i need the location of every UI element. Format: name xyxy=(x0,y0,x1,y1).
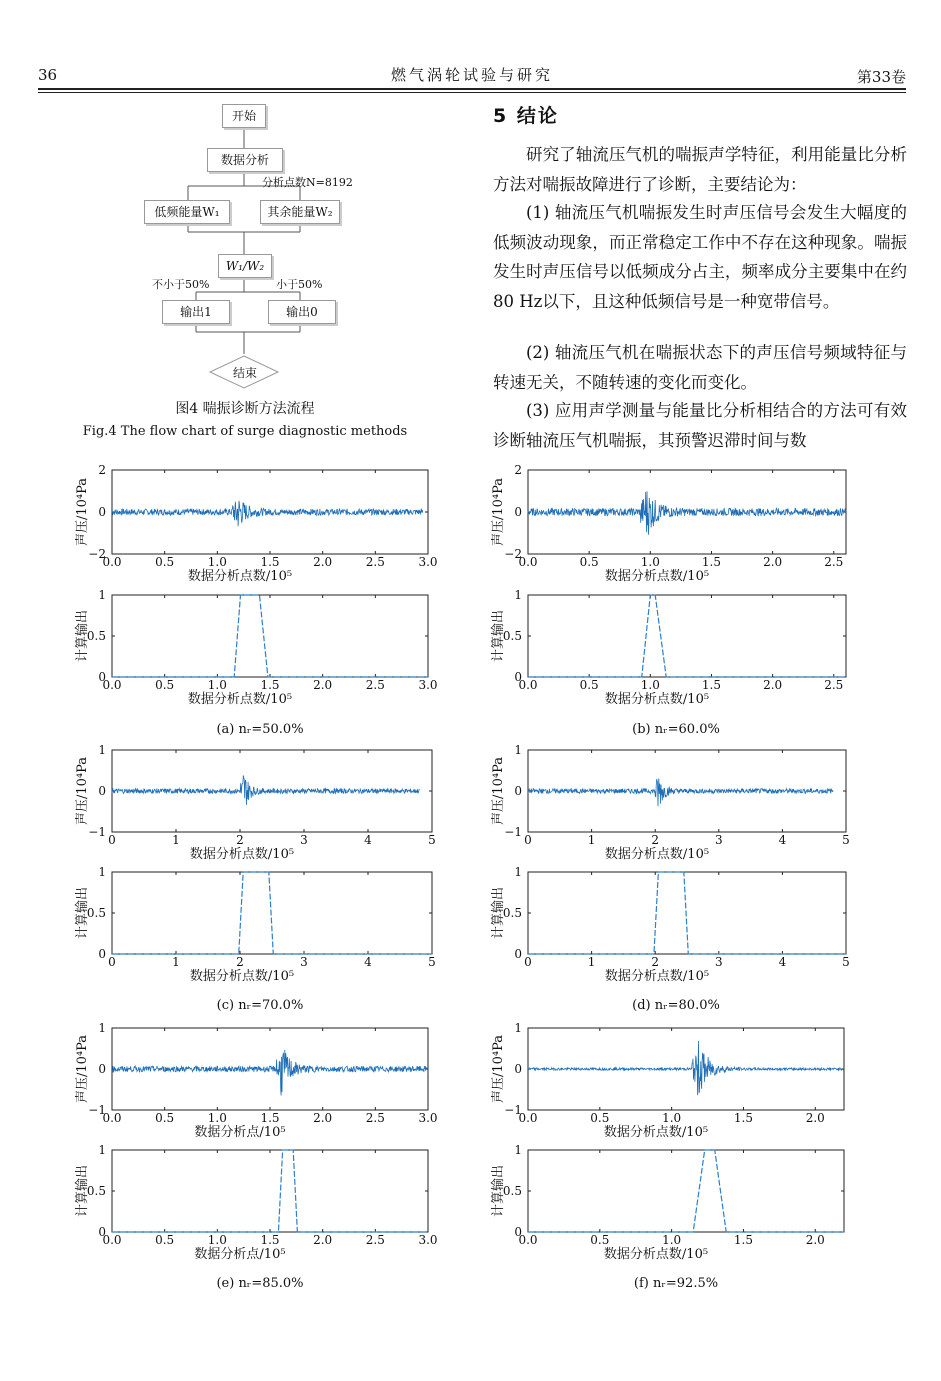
paragraph-2: (2) 轴流压气机在喘振状态下的声压信号频域特征与转速无关，不随转速的变化而变化。 xyxy=(493,343,907,392)
x-tick-label: 2 xyxy=(651,833,660,847)
y-tick-label: 0.5 xyxy=(86,906,106,920)
y-tick-label: 0 xyxy=(514,1225,522,1239)
subcaption-b: (b) nᵣ=60.0% xyxy=(632,722,720,737)
x-axis-label: 数据分析点数/10⁵ xyxy=(187,569,293,584)
y-axis-label: 计算输出 xyxy=(491,1164,506,1218)
x-tick-label: 1.5 xyxy=(260,1233,280,1247)
paragraph-3: (3) 应用声学测量与能量比分析相结合的方法可有效诊断轴流压气机喘振，其预警迟滞时间与数 xyxy=(493,401,907,450)
x-axis-label: 数据分析点数/10⁵ xyxy=(604,569,710,584)
x-tick-label: 1 xyxy=(587,955,596,969)
chart-f-bottom xyxy=(528,1150,844,1232)
x-tick-label: 2.5 xyxy=(365,678,385,692)
x-axis-label: 数据分析点数/10⁵ xyxy=(189,847,295,862)
pressure-signal xyxy=(528,1041,844,1095)
x-axis-label: 数据分析点数/10⁵ xyxy=(189,969,295,984)
plot-frame xyxy=(112,595,428,677)
chart-c-bottom xyxy=(112,872,432,954)
x-tick-label: 0.5 xyxy=(590,1233,610,1247)
y-tick-label: 1 xyxy=(514,1143,522,1157)
subcaption-c: (c) nᵣ=70.0% xyxy=(216,998,304,1013)
output-series xyxy=(112,872,432,954)
chart-b-bottom xyxy=(528,595,846,677)
x-tick-label: 3.0 xyxy=(418,555,438,569)
x-tick-label: 0.5 xyxy=(590,1111,610,1125)
flow-output-0: 输出0 xyxy=(268,300,336,324)
pressure-signal xyxy=(112,501,423,526)
y-axis-label: 计算输出 xyxy=(491,886,506,940)
flow-points-label: 分析点数N=8192 xyxy=(262,176,353,189)
x-tick-label: 1.5 xyxy=(260,678,280,692)
x-axis-label: 数据分析点/10⁵ xyxy=(194,1247,286,1262)
y-tick-label: 0 xyxy=(98,947,106,961)
y-tick-label: 0 xyxy=(514,670,522,684)
y-tick-label: 1 xyxy=(514,865,522,879)
x-tick-label: 3.0 xyxy=(418,1111,438,1125)
x-tick-label: 4 xyxy=(364,955,372,969)
page-number: 36 xyxy=(38,66,58,84)
x-tick-label: 1.5 xyxy=(733,1233,754,1247)
y-tick-label: 0 xyxy=(98,1062,106,1076)
x-tick-label: 3 xyxy=(714,833,723,847)
x-axis-label: 数据分析点数/10⁵ xyxy=(604,969,710,984)
x-tick-label: 0.0 xyxy=(518,1233,538,1247)
y-tick-label: 0.5 xyxy=(86,1184,106,1198)
x-axis-label: 数据分析点数/10⁵ xyxy=(187,692,293,707)
y-axis-label: 计算输出 xyxy=(75,886,90,940)
pressure-signal xyxy=(112,1050,428,1096)
y-tick-label: −1 xyxy=(504,1103,522,1117)
y-tick-label: 0 xyxy=(514,505,522,519)
x-tick-label: 0 xyxy=(108,833,116,847)
x-tick-label: 0.0 xyxy=(102,1111,122,1125)
y-tick-label: 1 xyxy=(98,1143,106,1157)
x-tick-label: 4 xyxy=(778,955,787,969)
output-series xyxy=(528,1150,844,1232)
x-tick-label: 2.0 xyxy=(313,678,333,692)
y-axis-label: 声压/10⁴Pa xyxy=(491,477,506,547)
paragraph-1: (1) 轴流压气机喘振发生时声压信号会发生大幅度的低频波动现象，而正常稳定工作中不存在这种现象。喘振发生时声压信号以低频成分占主，频率成分主要集中在约80 Hz以下，且这种低频信号是一种宽带信号。 xyxy=(493,203,907,311)
x-tick-label: 2.0 xyxy=(313,1233,333,1247)
y-tick-label: 2 xyxy=(514,463,522,477)
subcaption-d: (d) nᵣ=80.0% xyxy=(632,998,720,1013)
x-tick-label: 1.5 xyxy=(260,555,280,569)
y-axis-label: 声压/10⁴Pa xyxy=(75,477,90,547)
flow-start: 开始 xyxy=(222,104,266,128)
flow-end: 结束 xyxy=(233,366,258,380)
chart-e-top xyxy=(112,1028,428,1110)
x-tick-label: 0 xyxy=(524,833,532,847)
x-tick-label: 1.5 xyxy=(701,555,722,569)
output-series xyxy=(528,872,846,954)
y-tick-label: −2 xyxy=(504,547,522,561)
x-axis-label: 数据分析点数/10⁵ xyxy=(604,692,710,707)
chart-d-top xyxy=(528,750,846,832)
x-tick-label: 2.0 xyxy=(313,555,333,569)
y-axis-label: 计算输出 xyxy=(75,609,90,663)
figure4-caption-en: Fig.4 The flow chart of surge diagnostic methods xyxy=(82,424,408,439)
x-tick-label: 4 xyxy=(778,833,787,847)
x-tick-label: 1.0 xyxy=(662,1111,682,1125)
x-tick-label: 1 xyxy=(587,833,596,847)
x-tick-label: 1.0 xyxy=(662,1233,682,1247)
x-tick-label: 3 xyxy=(714,955,723,969)
plot-frame xyxy=(112,872,432,954)
y-tick-label: 0 xyxy=(514,947,522,961)
y-tick-label: 0 xyxy=(98,670,106,684)
pressure-signal xyxy=(528,778,833,806)
x-tick-label: 1.0 xyxy=(207,555,227,569)
y-tick-label: −2 xyxy=(88,547,106,561)
y-tick-label: 1 xyxy=(514,743,522,757)
journal-title: 燃气涡轮试验与研究 xyxy=(390,66,553,84)
plot-frame xyxy=(528,1150,844,1232)
y-tick-label: 1 xyxy=(98,588,106,602)
chart-c-top xyxy=(112,750,432,832)
y-tick-label: 0.5 xyxy=(502,629,522,643)
flow-ratio: W₁/W₂ xyxy=(218,254,272,278)
y-axis-label: 声压/10⁴Pa xyxy=(75,756,90,826)
y-tick-label: −1 xyxy=(88,1103,106,1117)
x-tick-label: 2 xyxy=(236,955,244,969)
x-tick-label: 0.0 xyxy=(518,555,538,569)
x-tick-label: 4 xyxy=(364,833,372,847)
y-tick-label: 0 xyxy=(514,1062,522,1076)
plot-frame xyxy=(528,595,846,677)
x-tick-label: 1.0 xyxy=(207,1233,227,1247)
x-tick-label: 1.0 xyxy=(640,678,660,692)
x-tick-label: 2.5 xyxy=(824,678,844,692)
output-series xyxy=(112,595,428,677)
x-tick-label: 5 xyxy=(842,955,850,969)
x-tick-label: 2.5 xyxy=(365,1233,385,1247)
y-tick-label: 1 xyxy=(98,865,106,879)
subcaption-f: (f) nᵣ=92.5% xyxy=(633,1276,719,1291)
plot-frame xyxy=(112,1150,428,1232)
pressure-signal xyxy=(112,775,419,805)
x-axis-label: 数据分析点数/10⁵ xyxy=(603,1125,709,1140)
y-axis-label: 声压/10⁴Pa xyxy=(491,756,506,826)
x-axis-label: 数据分析点/10⁵ xyxy=(194,1125,286,1140)
x-tick-label: 0.5 xyxy=(155,678,175,692)
chart-b-top xyxy=(528,470,846,554)
y-tick-label: 0 xyxy=(98,784,106,798)
y-tick-label: 1 xyxy=(514,588,522,602)
chart-a-bottom xyxy=(112,595,428,677)
pressure-signal xyxy=(528,491,846,535)
x-tick-label: 3.0 xyxy=(418,1233,438,1247)
output-series xyxy=(112,1150,428,1232)
x-tick-label: 0 xyxy=(524,955,532,969)
x-tick-label: 0.5 xyxy=(155,555,175,569)
y-axis-label: 声压/10⁴Pa xyxy=(491,1034,506,1104)
x-tick-label: 1.0 xyxy=(207,678,227,692)
subcaption-a: (a) nᵣ=50.0% xyxy=(216,722,304,737)
y-tick-label: 0 xyxy=(514,784,522,798)
y-axis-label: 计算输出 xyxy=(491,609,506,663)
chart-e-bottom xyxy=(112,1150,428,1232)
y-tick-label: 1 xyxy=(98,1021,106,1035)
x-tick-label: 0 xyxy=(108,955,116,969)
x-tick-label: 0.0 xyxy=(518,678,538,692)
flow-other-energy: 其余能量W₂ xyxy=(260,200,340,224)
x-tick-label: 2.0 xyxy=(763,678,783,692)
x-tick-label: 0.5 xyxy=(155,1233,175,1247)
x-tick-label: 3 xyxy=(300,833,308,847)
chart-d-bottom xyxy=(528,872,846,954)
y-tick-label: 0.5 xyxy=(86,629,106,643)
y-tick-label: 0.5 xyxy=(502,1184,522,1198)
x-tick-label: 1.0 xyxy=(207,1111,227,1125)
x-tick-label: 1 xyxy=(172,955,180,969)
y-tick-label: 1 xyxy=(98,743,106,757)
x-tick-label: 0.5 xyxy=(579,555,599,569)
y-tick-label: −1 xyxy=(88,825,106,839)
paragraph-intro: 研究了轴流压气机的喘振声学特征，利用能量比分析方法对喘振故障进行了诊断，主要结论为： xyxy=(493,145,907,194)
y-tick-label: −1 xyxy=(504,825,522,839)
plot-frame xyxy=(528,872,846,954)
x-tick-label: 0.0 xyxy=(102,678,122,692)
x-tick-label: 1 xyxy=(172,833,180,847)
y-tick-label: 2 xyxy=(98,463,106,477)
x-tick-label: 3.0 xyxy=(418,678,438,692)
output-series xyxy=(528,595,846,677)
x-tick-label: 5 xyxy=(428,833,436,847)
chart-f-top xyxy=(528,1028,844,1110)
y-tick-label: 0 xyxy=(98,505,106,519)
y-tick-label: 1 xyxy=(514,1021,522,1035)
y-axis-label: 声压/10⁴Pa xyxy=(75,1034,90,1104)
chart-a-top xyxy=(112,470,428,554)
flow-output-1: 输出1 xyxy=(162,300,230,324)
x-tick-label: 2.0 xyxy=(805,1233,825,1247)
y-tick-label: 0.5 xyxy=(502,906,522,920)
x-tick-label: 1.5 xyxy=(701,678,722,692)
x-tick-label: 0.0 xyxy=(102,1233,122,1247)
x-tick-label: 2.0 xyxy=(805,1111,825,1125)
x-tick-label: 0.0 xyxy=(102,555,122,569)
x-tick-label: 2.5 xyxy=(824,555,844,569)
x-tick-label: 5 xyxy=(842,833,850,847)
x-tick-label: 5 xyxy=(428,955,436,969)
x-tick-label: 0.0 xyxy=(518,1111,538,1125)
y-axis-label: 计算输出 xyxy=(75,1164,90,1218)
section-heading: 5 结论 xyxy=(493,105,559,127)
x-tick-label: 0.5 xyxy=(579,678,599,692)
x-tick-label: 2.0 xyxy=(763,555,783,569)
x-tick-label: 1.0 xyxy=(640,555,660,569)
x-tick-label: 2.0 xyxy=(313,1111,333,1125)
x-tick-label: 2.5 xyxy=(365,555,385,569)
figure4-caption-cn: 图4 喘振诊断方法流程 xyxy=(175,401,315,417)
flow-analysis: 数据分析 xyxy=(207,148,283,172)
x-tick-label: 2.5 xyxy=(365,1111,385,1125)
x-tick-label: 2 xyxy=(236,833,244,847)
flow-lt-label: 小于50% xyxy=(276,278,323,291)
subcaption-e: (e) nᵣ=85.0% xyxy=(216,1276,304,1291)
x-tick-label: 0.5 xyxy=(155,1111,175,1125)
flow-ge-label: 不小于50% xyxy=(152,278,210,291)
x-tick-label: 1.5 xyxy=(260,1111,280,1125)
x-tick-label: 1.5 xyxy=(733,1111,754,1125)
x-axis-label: 数据分析点数/10⁵ xyxy=(603,1247,709,1262)
flow-low-energy: 低频能量W₁ xyxy=(144,200,230,224)
volume-label: 第33卷 xyxy=(856,68,906,86)
x-tick-label: 3 xyxy=(300,955,308,969)
x-axis-label: 数据分析点数/10⁵ xyxy=(604,847,710,862)
x-tick-label: 2 xyxy=(651,955,660,969)
y-tick-label: 0 xyxy=(98,1225,106,1239)
